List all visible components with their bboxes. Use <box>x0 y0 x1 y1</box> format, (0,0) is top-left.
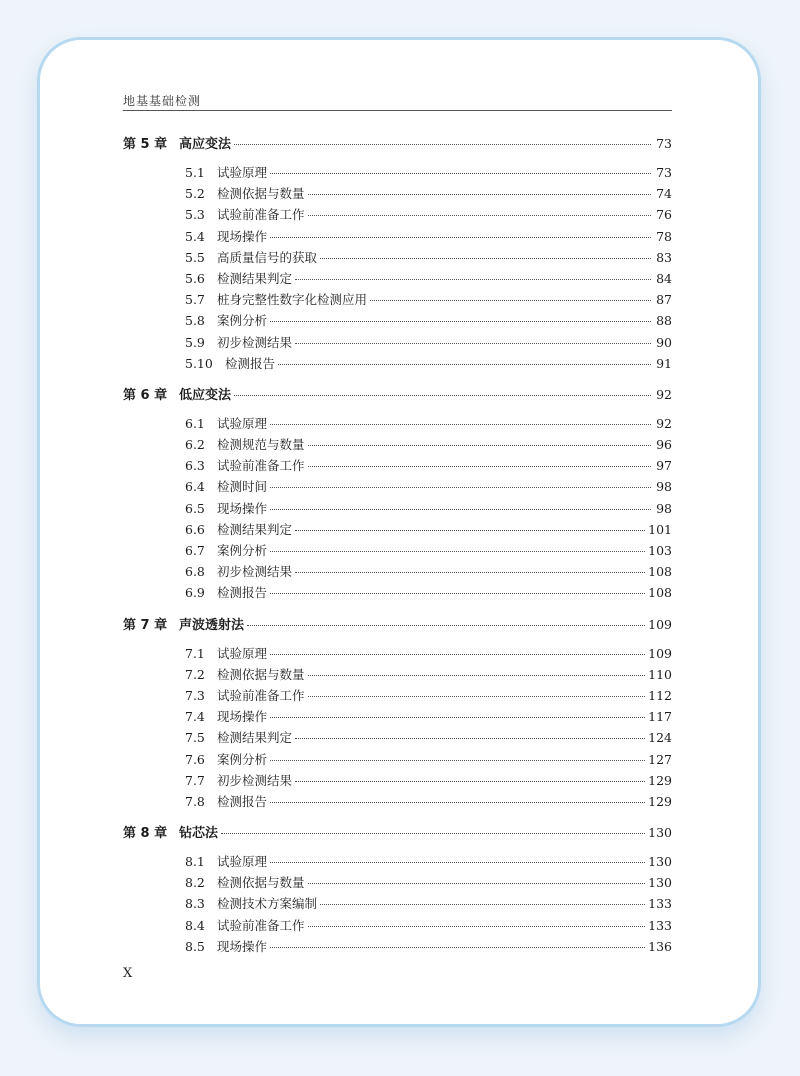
section-page-number: 91 <box>656 355 672 371</box>
toc-section-entry[interactable] <box>123 643 672 664</box>
section-number: 5.8 <box>185 313 205 329</box>
section-number: 6.1 <box>185 415 205 431</box>
section-title: 案例分析 <box>217 751 268 767</box>
section-number: 7.2 <box>185 666 205 682</box>
running-head: 地基基础检测 <box>123 94 202 108</box>
dot-leader <box>270 760 645 761</box>
section-title: 桩身完整性数字化检测应用 <box>217 292 368 308</box>
toc-section-entry[interactable] <box>123 519 672 540</box>
toc-section-entry[interactable] <box>123 498 672 519</box>
section-page-number: 136 <box>648 938 672 954</box>
section-title: 现场操作 <box>217 228 268 244</box>
section-number: 6.9 <box>185 585 205 601</box>
section-number: 6.5 <box>185 500 205 516</box>
section-title: 初步检测结果 <box>217 772 293 788</box>
toc-chapter-entry[interactable] <box>123 613 672 637</box>
section-title: 检测依据与数量 <box>217 186 305 202</box>
section-number: 5.4 <box>185 228 205 244</box>
dot-leader <box>270 321 651 322</box>
section-page-number: 129 <box>648 772 672 788</box>
section-page-number: 88 <box>656 313 672 329</box>
section-page-number: 129 <box>648 793 672 809</box>
section-page-number: 87 <box>656 292 672 308</box>
section-page-number: 133 <box>648 917 672 933</box>
section-title: 检测结果判定 <box>217 521 293 537</box>
section-page-number: 112 <box>648 687 672 703</box>
section-title: 案例分析 <box>217 543 268 558</box>
chapter-number: 第 8 章 <box>123 826 168 842</box>
dot-leader <box>270 487 651 488</box>
section-title: 试验前准备工作 <box>217 458 305 474</box>
section-page-number: 90 <box>656 334 672 350</box>
section-number: 5.10 <box>185 355 213 371</box>
section-page-number: 92 <box>656 415 672 431</box>
toc-section-entry[interactable] <box>123 268 672 289</box>
dot-leader <box>278 364 651 365</box>
dot-leader <box>320 904 645 905</box>
toc-section-entry[interactable] <box>123 183 672 204</box>
section-number: 5.7 <box>185 292 205 308</box>
section-number: 6.8 <box>185 564 205 580</box>
toc-section-entry[interactable] <box>123 791 672 812</box>
section-page-number: 103 <box>648 543 672 558</box>
section-title: 检测报告 <box>217 793 268 809</box>
toc-section-entry[interactable] <box>123 540 672 561</box>
dot-leader <box>270 862 645 863</box>
section-title: 检测依据与数量 <box>217 666 305 682</box>
toc-section-entry[interactable] <box>123 749 672 770</box>
section-number: 6.6 <box>185 521 205 537</box>
section-title: 试验前准备工作 <box>217 687 305 703</box>
dot-leader <box>270 654 645 655</box>
section-page-number: 117 <box>648 709 672 725</box>
toc-section-entry[interactable] <box>123 851 672 872</box>
section-page-number: 124 <box>648 730 672 746</box>
section-page-number: 130 <box>648 875 672 891</box>
dot-leader <box>308 466 651 467</box>
toc-section-entry[interactable] <box>123 204 672 225</box>
chapter-number: 第 5 章 <box>123 137 168 152</box>
section-number: 8.3 <box>185 896 205 912</box>
dot-leader <box>295 738 645 739</box>
section-number: 7.6 <box>185 751 205 767</box>
dot-leader <box>295 572 645 573</box>
section-page-number: 84 <box>656 270 672 286</box>
page-folio: X <box>123 966 133 981</box>
toc-section-entry[interactable] <box>123 893 672 914</box>
toc-section-entry[interactable] <box>123 162 672 183</box>
section-page-number: 133 <box>648 896 672 912</box>
dot-leader <box>270 802 645 803</box>
section-page-number: 108 <box>648 585 672 601</box>
section-number: 7.7 <box>185 772 205 788</box>
section-number: 7.4 <box>185 709 205 725</box>
section-title: 试验原理 <box>217 645 268 661</box>
section-number: 6.2 <box>185 437 205 453</box>
section-page-number: 108 <box>648 564 672 580</box>
dot-leader <box>270 424 651 425</box>
dot-leader <box>308 696 646 697</box>
toc-section-entry[interactable] <box>123 455 672 476</box>
section-title: 现场操作 <box>217 709 268 725</box>
toc-section-entry[interactable] <box>123 247 672 268</box>
section-title: 案例分析 <box>217 313 268 329</box>
dot-leader <box>270 947 645 948</box>
section-number: 8.4 <box>185 917 205 933</box>
dot-leader <box>270 593 645 594</box>
section-page-number: 130 <box>648 854 672 870</box>
toc-section-entry[interactable] <box>123 310 672 331</box>
section-title: 初步检测结果 <box>217 334 293 350</box>
toc-section-entry[interactable] <box>123 727 672 748</box>
section-page-number: 127 <box>648 751 672 767</box>
section-title: 现场操作 <box>217 938 268 954</box>
section-title: 试验原理 <box>217 165 268 180</box>
section-page-number: 101 <box>648 521 672 537</box>
toc-section-entry[interactable] <box>123 936 672 957</box>
dot-leader <box>308 926 646 927</box>
dot-leader <box>270 551 645 552</box>
toc-section-entry[interactable] <box>123 226 672 247</box>
chapter-number: 第 6 章 <box>123 387 168 403</box>
dot-leader <box>295 781 645 782</box>
section-number: 5.6 <box>185 270 205 286</box>
toc-chapter-entry[interactable] <box>123 132 672 156</box>
toc-section-entry[interactable] <box>123 476 672 497</box>
dot-leader <box>308 445 651 446</box>
toc-section-entry[interactable] <box>123 289 672 310</box>
section-page-number: 76 <box>656 207 672 223</box>
section-page-number: 78 <box>656 228 672 244</box>
chapter-title: 高应变法 <box>179 137 232 152</box>
section-number: 6.7 <box>185 543 205 558</box>
section-page-number: 96 <box>656 437 672 453</box>
section-number: 5.5 <box>185 249 205 265</box>
chapter-page-number: 109 <box>648 616 672 632</box>
section-title: 检测规范与数量 <box>217 437 305 453</box>
section-title: 检测报告 <box>225 355 276 371</box>
dot-leader <box>234 395 651 396</box>
section-number: 5.1 <box>185 165 205 180</box>
header-rule <box>123 110 672 111</box>
toc-section-entry[interactable] <box>123 413 672 434</box>
section-number: 7.1 <box>185 645 205 661</box>
dot-leader <box>308 215 651 216</box>
section-page-number: 109 <box>648 645 672 661</box>
toc-chapter-entry[interactable] <box>123 383 672 407</box>
toc-section-entry[interactable] <box>123 582 672 603</box>
section-title: 检测报告 <box>217 585 268 601</box>
dot-leader <box>247 625 645 626</box>
dot-leader <box>234 144 651 145</box>
section-number: 5.9 <box>185 334 205 350</box>
dot-leader <box>308 675 646 676</box>
section-page-number: 98 <box>656 500 672 516</box>
section-title: 试验前准备工作 <box>217 917 305 933</box>
dot-leader <box>295 530 645 531</box>
section-number: 5.2 <box>185 186 205 202</box>
section-title: 试验原理 <box>217 854 268 870</box>
dot-leader <box>221 833 645 834</box>
dot-leader <box>320 258 651 259</box>
section-page-number: 97 <box>656 458 672 474</box>
section-title: 现场操作 <box>217 500 268 516</box>
section-page-number: 83 <box>656 249 672 265</box>
dot-leader <box>308 883 646 884</box>
chapter-title: 声波透射法 <box>179 617 245 633</box>
dot-leader <box>270 717 645 718</box>
section-number: 5.3 <box>185 207 205 223</box>
toc-section-entry[interactable] <box>123 685 672 706</box>
toc-section-entry[interactable] <box>123 872 672 893</box>
dot-leader <box>295 343 651 344</box>
section-title: 检测结果判定 <box>217 730 293 746</box>
chapter-title: 钻芯法 <box>179 826 219 842</box>
dot-leader <box>270 237 651 238</box>
toc-section-entry[interactable] <box>123 706 672 727</box>
toc-chapter-entry[interactable] <box>123 821 672 845</box>
section-title: 试验前准备工作 <box>217 207 305 223</box>
chapter-page-number: 73 <box>656 136 672 151</box>
section-title: 检测技术方案编制 <box>217 896 318 912</box>
section-title: 检测结果判定 <box>217 270 293 286</box>
toc-section-entry[interactable] <box>123 770 672 791</box>
chapter-page-number: 130 <box>648 825 672 841</box>
toc-section-entry[interactable] <box>123 332 672 353</box>
section-page-number: 73 <box>656 165 672 180</box>
dot-leader <box>370 300 651 301</box>
section-number: 7.5 <box>185 730 205 746</box>
toc-section-entry[interactable] <box>123 561 672 582</box>
section-title: 高质量信号的获取 <box>217 249 318 265</box>
section-page-number: 98 <box>656 479 672 495</box>
dot-leader <box>295 279 651 280</box>
chapter-number: 第 7 章 <box>123 617 168 633</box>
section-page-number: 74 <box>656 186 672 202</box>
section-number: 8.5 <box>185 938 205 954</box>
section-title: 检测时间 <box>217 479 268 495</box>
dot-leader <box>270 509 651 510</box>
section-number: 6.3 <box>185 458 205 474</box>
dot-leader <box>308 194 651 195</box>
section-title: 试验原理 <box>217 415 268 431</box>
section-title: 初步检测结果 <box>217 564 293 580</box>
dot-leader <box>270 173 651 174</box>
chapter-page-number: 92 <box>656 386 672 402</box>
section-number: 6.4 <box>185 479 205 495</box>
section-number: 7.8 <box>185 793 205 809</box>
toc-section-entry[interactable] <box>123 664 672 685</box>
section-page-number: 110 <box>648 666 672 682</box>
section-number: 8.1 <box>185 854 205 870</box>
toc-section-entry[interactable] <box>123 915 672 936</box>
chapter-title: 低应变法 <box>179 387 232 403</box>
toc-section-entry[interactable] <box>123 353 672 374</box>
table-of-contents <box>123 132 672 957</box>
section-number: 8.2 <box>185 875 205 891</box>
toc-section-entry[interactable] <box>123 434 672 455</box>
section-title: 检测依据与数量 <box>217 875 305 891</box>
section-number: 7.3 <box>185 687 205 703</box>
